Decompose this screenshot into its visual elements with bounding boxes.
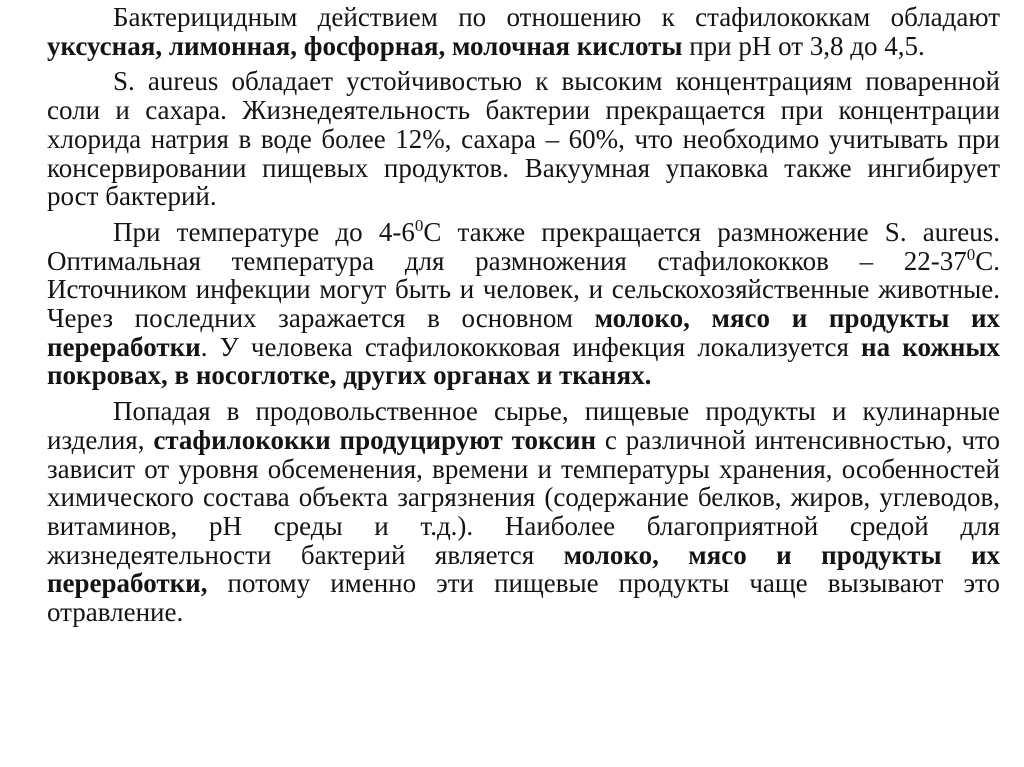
superscript-zero: 0: [414, 215, 424, 235]
bold-products: молоко, мясо и продукты их переработки,: [47, 539, 1001, 599]
bold-localization: на кожных покровах, в носоглотке, других органах и тканях.: [47, 331, 1000, 391]
paragraph-acids: [47, 3, 1000, 60]
text-span: При температуре до 4-6: [113, 216, 415, 247]
bold-toxin: стафилококки продуцируют токсин: [153, 424, 597, 455]
text-span: с различной интенсивностью, что зависит от уровня обсеменения, времени и температуры хранения, особенностей химического состава объекта загрязнения (содержание белков, жиров, углеводов, витаминов, рН среды и т.д.). Наиболее благоприятной средой для жизнедеятельности бактерий является: [47, 424, 1000, 570]
document-page: [47, 0, 1000, 767]
text-span: потому именно эти пищевые продукты чаще вызывают это отравление.: [47, 568, 1000, 628]
text-span: при рН от 3,8 до 4,5.: [682, 30, 925, 61]
superscript-zero: 0: [966, 244, 976, 264]
text-span: S. aureus обладает устойчивостью к высоким концентрациям поваренной соли и сахара. Жизнедеятельность бактерии прекращается при концентрации хлорида натрия в воде более 12%, сахара – 60%, что необходимо учитывать при консервировании пищевых продуктов. Вакуумная упаковка также ингибирует рост бактерий.: [47, 66, 1000, 212]
text-span: Бактерицидным действием по отношению к стафилококкам обладают: [113, 2, 1000, 32]
text-span: С также прекращается размножение S. aureus. Оптимальная температура для размножения стафилококков – 22-37: [47, 216, 1000, 276]
paragraph-salt-sugar: [47, 67, 1000, 211]
text-span: Попадая в продовольственное сырье, пищевые продукты и кулинарные изделия,: [47, 396, 1000, 455]
paragraph-temperature-sources: [47, 215, 1001, 391]
bold-acids: уксусная, лимонная, фосфорная, молочная кислоты: [47, 30, 683, 61]
bold-products: молоко, мясо и продукты их переработки: [47, 303, 1001, 362]
paragraph-toxin: [47, 397, 1000, 627]
text-span: С. Источником инфекции могут быть и человек, и сельскохозяйственные животные. Через последних заражается в основном: [47, 245, 1000, 334]
text-span: . У человека стафилококковая инфекция локализуется: [200, 331, 862, 362]
